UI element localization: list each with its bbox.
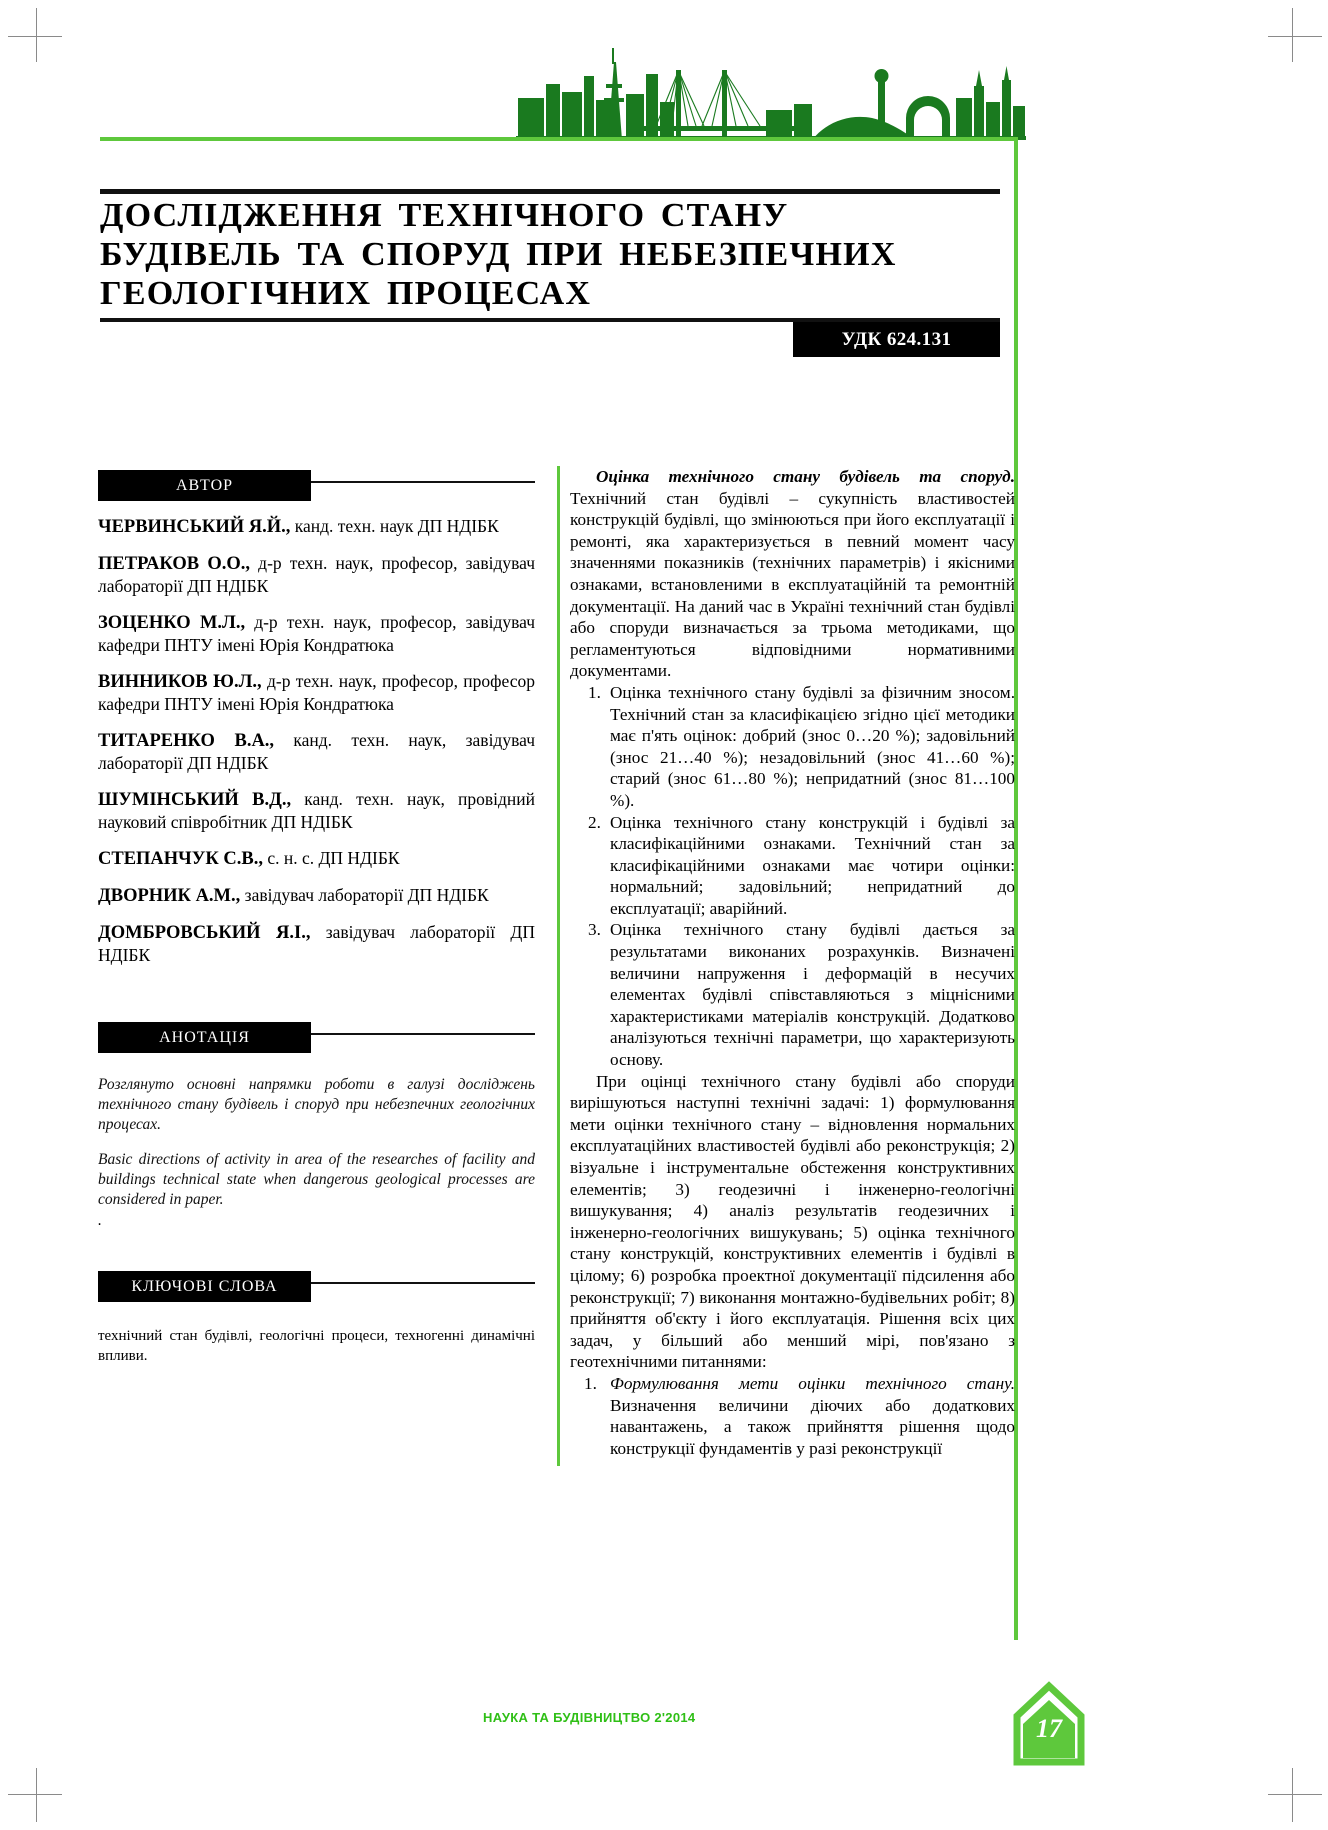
technical-state-methods-list: [570, 682, 1015, 1071]
annotation-trailing-dot: .: [98, 1212, 102, 1229]
author-role: завідувач лабораторії ДП НДІБК: [98, 922, 535, 965]
author-entry: [98, 515, 535, 538]
annotation-section-header: [98, 1022, 535, 1053]
page-title: [100, 196, 1010, 313]
author-name: СТЕПАНЧУК С.В.,: [98, 849, 263, 869]
author-name: ПЕТРАКОВ О.О.,: [98, 554, 251, 574]
author-entry: [98, 788, 535, 833]
list-item-rest: Визначення величини діючих або додаткових навантажень, а також прийняття рішення щодо конструкції фундаментів у разі реконструкції: [610, 1395, 1015, 1458]
list-item-lead: Формулювання мети оцінки технічного стану.: [610, 1373, 1015, 1393]
annotation-header-label: АНОТАЦІЯ: [98, 1022, 311, 1053]
crop-mark-br-v: [1292, 1768, 1293, 1822]
title-top-rule: [100, 189, 1000, 194]
authors-section-header: [98, 470, 535, 501]
author-name: ЗОЦЕНКО М.Л.,: [98, 613, 246, 633]
author-role: канд. техн. наук ДП НДІБК: [290, 516, 499, 536]
page-title-line-1: ДОСЛІДЖЕННЯ ТЕХНІЧНОГО СТАНУ: [100, 197, 789, 234]
author-name: ЧЕРВИНСЬКИЙ Я.Й.,: [98, 517, 291, 537]
author-role: канд. техн. наук, завідувач лабораторії ДП НДІБК: [98, 730, 535, 773]
list-item: Оцінка технічного стану будівлі дається за результатами виконаних розрахунків. Визначені величини напруження і деформацій в несучих елементах будівлі співставляються з міцнісними характеристиками матеріалів конструкцій. Додатково аналізуються технічні параметри, що характеризують основу.: [610, 920, 1015, 1070]
city-skyline-graphic: [516, 40, 1026, 140]
authors-header-label: АВТОР: [98, 470, 311, 501]
author-entry: [98, 921, 535, 966]
list-item: Оцінка технічного стану конструкцій і будівлі за класифікаційними ознаками. Технічний стан за класифікаційними ознаками має чотири оцінки: нормальний; задовільний; непридатний до експлуатації; аварійний.: [610, 812, 1015, 918]
annotation-uk: Розглянуто основні напрямки роботи в галузі досліджень технічного стану будівель і споруд при небезпечних геологічних процесах.: [98, 1076, 535, 1133]
crop-mark-tr-v: [1292, 8, 1293, 62]
body-paragraph-tasks: При оцінці технічного стану будівлі або споруди вирішуються наступні технічні задачі: 1) формулювання мети оцінки технічного стану – відновлення нормальних експлуатаційних властивостей будівлі або реконструкція; 2) візуальне і інструментальне обстеження конструктивних елементів; 3) геодезичні і інженерно-геологічні вишукування; 4) аналіз результатів геодезичних і інженерно-геологічних вишукувань; 5) оцінка технічного стану конструкцій, конструктивних елементів і будівлі в цілому; 6) розробка проектної документації підсилення або реконструкції; 7) виконання монтажно-будівельних робіт; 8) прийняття об'єкту і його експлуатація. Рішення всіх цих задач, у більший або менший мірі, пов'язано з геотехнічними питаннями:: [570, 1071, 1015, 1372]
author-role: д-р техн. наук, професор, завідувач кафедри ПНТУ імені Юрія Кондратюка: [98, 612, 535, 655]
crop-mark-bl-h: [8, 1794, 62, 1795]
list-item: [570, 1373, 1015, 1459]
page-title-line-2: БУДІВЕЛЬ ТА СПОРУД ПРИ НЕБЕЗПЕЧНИХ: [100, 236, 897, 273]
footer-journal-label: НАУКА ТА БУДІВНИЦТВО 2'2014: [483, 1710, 696, 1725]
author-entry: [98, 670, 535, 715]
author-name: ТИТАРЕНКО В.А.,: [98, 731, 275, 751]
author-role: с. н. с. ДП НДІБК: [262, 848, 400, 868]
keywords-header-label: КЛЮЧОВІ СЛОВА: [98, 1271, 311, 1302]
geotech-questions-list: [570, 1373, 1015, 1459]
author-name: ДВОРНИК А.М.,: [98, 886, 241, 906]
author-entry: [98, 611, 535, 656]
crop-mark-bl-v: [36, 1768, 37, 1822]
body-paragraph-intro: [570, 466, 1015, 682]
author-role: завідувач лабораторії ДП НДІБК: [240, 885, 489, 905]
left-column: [98, 470, 535, 1366]
author-name: ШУМІНСЬКИЙ В.Д.,: [98, 790, 292, 810]
author-name: ДОМБРОВСЬКИЙ Я.І.,: [98, 923, 311, 943]
author-role: канд. техн. наук, провідний науковий співробітник ДП НДІБК: [98, 789, 536, 832]
udk-badge: УДК 624.131: [793, 322, 1000, 357]
body-lead-phrase: Оцінка технічного стану будівель та споруд.: [596, 467, 1015, 486]
keywords-text: технічний стан будівлі, геологічні процеси, техногенні динамічні впливи.: [98, 1328, 535, 1364]
author-name: ВИННИКОВ Ю.Л.,: [98, 672, 262, 692]
green-top-rule: [100, 137, 1018, 141]
page-title-line-3: ГЕОЛОГІЧНИХ ПРОЦЕСАХ: [100, 275, 592, 312]
author-role: д-р техн. наук, професор, професор кафедри ПНТУ імені Юрія Кондратюка: [98, 671, 535, 714]
column-divider: [557, 466, 560, 1466]
crop-mark-tl-h: [8, 36, 62, 37]
author-entry: [98, 847, 535, 870]
page-number: 17: [1036, 1714, 1062, 1743]
body-paragraph-1-text: Технічний стан будівлі – сукупність властивостей конструкцій будівлі, що змінюються при його експлуатації і ремонті, яка характеризується в певний момент часу значеннями показників (технічних параметрів) і якісними ознаками, встановленими в експлуатаційній та ремонтній документації. На даний час в Україні технічний стан будівлі або споруди визначається за трьома методиками, що регламентуються відповідними нормативними документами.: [570, 488, 1015, 681]
list-item: Оцінка технічного стану будівлі за фізичним зносом. Технічний стан за класифікацією згідно цієї методики має п'ять оцінок: добрий (знос 0…20 %); задовільний (знос 21…40 %); незадовільний (знос 41…60 %); старий (знос 61…80 %); непридатний (знос 81…100 %).: [610, 682, 1015, 810]
author-role: д-р техн. наук, професор, завідувач лабораторії ДП НДІБК: [98, 553, 536, 596]
crop-mark-tr-h: [1268, 36, 1322, 37]
keywords-section-header: [98, 1271, 535, 1302]
crop-mark-tl-v: [36, 8, 37, 62]
crop-mark-br-h: [1268, 1794, 1322, 1795]
author-entry: [98, 884, 535, 907]
right-column: [570, 466, 1015, 1459]
author-entry: [98, 552, 535, 597]
annotation-en: Basic directions of activity in area of the researches of facility and buildings technical state when dangerous geological processes are considered in paper.: [98, 1151, 535, 1208]
author-entry: [98, 729, 535, 774]
